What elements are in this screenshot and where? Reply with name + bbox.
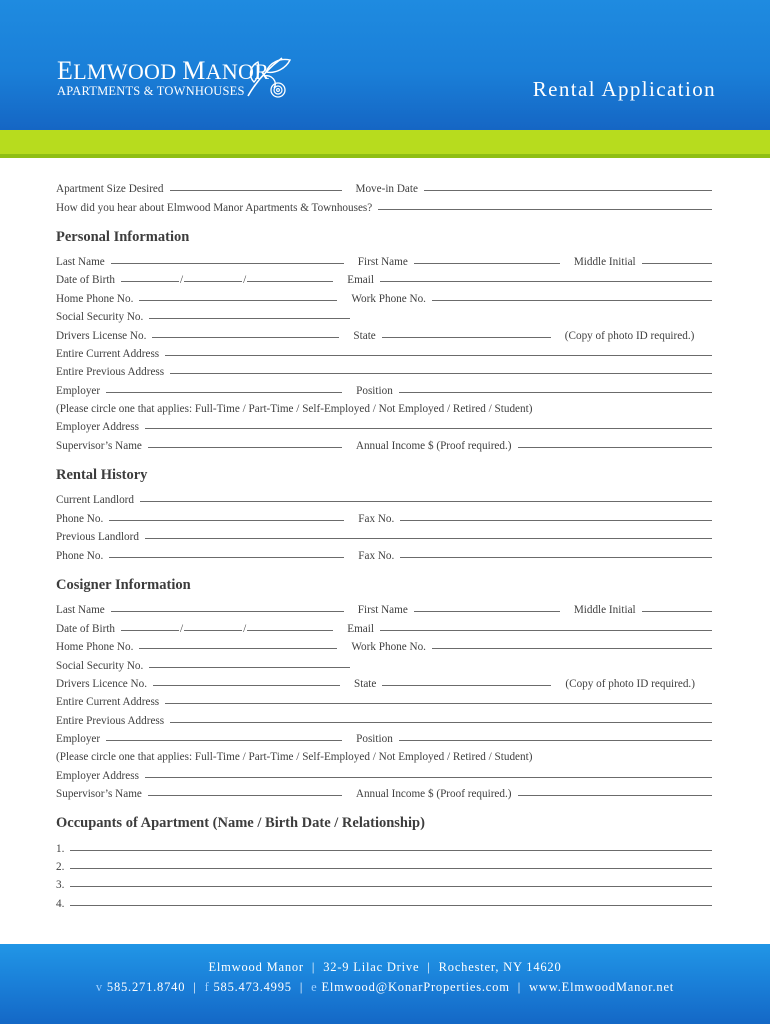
list-item [56, 873, 712, 891]
current-address-field[interactable] [165, 355, 712, 356]
first-name-field[interactable] [414, 263, 560, 264]
form-row [56, 617, 712, 635]
cosigner-ssn-label: Social Security No. [56, 660, 144, 672]
form-row [56, 177, 712, 195]
state-field[interactable] [382, 337, 551, 338]
cosigner-dob-label: Date of Birth [56, 623, 116, 635]
list-item [56, 837, 712, 855]
landlord-fax-field[interactable] [400, 520, 712, 521]
form-row [56, 745, 712, 763]
form-row [56, 342, 712, 360]
annual-income-field[interactable] [518, 447, 712, 448]
form-row [56, 544, 712, 562]
dob-separator: / [180, 274, 184, 286]
work-phone-field[interactable] [432, 300, 712, 301]
previous-landlord-label: Previous Landlord [56, 531, 139, 543]
form-row [56, 250, 712, 268]
form-row [56, 782, 712, 800]
apartment-size-field[interactable] [170, 190, 342, 191]
cosigner-dob-month-field[interactable] [121, 630, 179, 631]
footer-email-link[interactable]: Elmwood@KonarProperties.com [321, 980, 510, 994]
apartment-size-label: Apartment Size Desired [56, 183, 164, 195]
cosigner-annual-income-label: Annual Income $ (Proof required.) [355, 788, 512, 800]
cosigner-position-field[interactable] [399, 740, 712, 741]
cosigner-license-field[interactable] [153, 685, 340, 686]
employer-address-field[interactable] [145, 428, 712, 429]
cosigner-employer-address-label: Employer Address [56, 770, 139, 782]
occupant-number: 1. [56, 843, 65, 855]
dob-year-field[interactable] [247, 281, 333, 282]
footer-divider: | [517, 980, 522, 994]
list-item [56, 892, 712, 910]
page-title: Rental Application [532, 77, 716, 101]
form-row [56, 268, 712, 286]
cosigner-first-name-field[interactable] [414, 611, 560, 612]
dob-separator: / [180, 623, 184, 635]
occupant-number: 3. [56, 879, 65, 891]
occupant-number: 4. [56, 898, 65, 910]
fax-prefix: f [204, 980, 210, 994]
movein-date-label: Move-in Date [355, 183, 418, 195]
footer-city: Rochester, NY 14620 [438, 960, 562, 974]
last-name-field[interactable] [111, 263, 344, 264]
license-field[interactable] [152, 337, 339, 338]
work-phone-label: Work Phone No. [351, 293, 426, 305]
footer-divider: | [311, 960, 316, 974]
occupant-number: 2. [56, 861, 65, 873]
ssn-field[interactable] [149, 318, 350, 319]
form-row [56, 525, 712, 543]
cosigner-employer-address-field[interactable] [145, 777, 712, 778]
cosigner-supervisor-label: Supervisor’s Name [56, 788, 142, 800]
movein-date-field[interactable] [424, 190, 712, 191]
list-item [56, 855, 712, 873]
footer-street: 32-9 Lilac Drive [323, 960, 420, 974]
occupant-field[interactable] [70, 868, 712, 869]
footer-fax: 585.473.4995 [213, 980, 292, 994]
employer-address-label: Employer Address [56, 421, 139, 433]
state-label: State [353, 330, 376, 342]
cosigner-annual-income-field[interactable] [518, 795, 712, 796]
home-phone-label: Home Phone No. [56, 293, 134, 305]
header-accent-stripe [0, 130, 770, 154]
cosigner-license-label: Drivers Licence No. [56, 678, 148, 690]
prev-landlord-fax-field[interactable] [400, 557, 712, 558]
occupant-field[interactable] [70, 905, 712, 906]
cosigner-employer-label: Employer [56, 733, 101, 745]
cosigner-middle-initial-label: Middle Initial [573, 604, 636, 616]
supervisor-label: Supervisor’s Name [56, 440, 142, 452]
phone-prefix: v [95, 980, 103, 994]
current-landlord-field[interactable] [140, 501, 712, 502]
form-row [56, 507, 712, 525]
cosigner-previous-address-field[interactable] [170, 722, 712, 723]
last-name-label: Last Name [56, 256, 105, 268]
cosigner-current-address-field[interactable] [165, 703, 712, 704]
form-row [56, 415, 712, 433]
cosigner-employment-status-note: (Please circle one that applies: Full-Time / Part-Time / Self-Employed / Not Employed / Retired / Student) [56, 751, 533, 763]
form-row [56, 434, 712, 452]
prev-landlord-phone-field[interactable] [109, 557, 344, 558]
form-row [56, 196, 712, 214]
prev-landlord-fax-label: Fax No. [358, 550, 395, 562]
footer-address [0, 960, 770, 975]
section-heading-occupants: Occupants of Apartment (Name / Birth Date / Relationship) [56, 815, 425, 831]
section-heading-cosigner: Cosigner Information [56, 577, 191, 593]
cosigner-dob-day-field[interactable] [184, 630, 242, 631]
footer-company-name: Elmwood Manor [208, 960, 304, 974]
current-landlord-label: Current Landlord [56, 494, 134, 506]
home-phone-field[interactable] [139, 300, 337, 301]
referral-source-field[interactable] [378, 209, 712, 210]
email-label: Email [347, 274, 374, 286]
cosigner-first-name-label: First Name [357, 604, 408, 616]
middle-initial-label: Middle Initial [573, 256, 636, 268]
footer-contacts [0, 980, 770, 995]
current-address-label: Entire Current Address [56, 348, 160, 360]
first-name-label: First Name [357, 256, 408, 268]
cosigner-photo-id-note: (Copy of photo ID required.) [565, 678, 695, 690]
section-heading-rental: Rental History [56, 467, 148, 483]
cosigner-work-phone-label: Work Phone No. [351, 641, 426, 653]
cosigner-home-phone-label: Home Phone No. [56, 641, 134, 653]
supervisor-field[interactable] [148, 447, 342, 448]
position-field[interactable] [399, 392, 712, 393]
cosigner-last-name-field[interactable] [111, 611, 344, 612]
email-prefix: e [311, 980, 318, 994]
previous-address-field[interactable] [170, 373, 712, 374]
prev-landlord-phone-label: Phone No. [56, 550, 104, 562]
landlord-phone-field[interactable] [109, 520, 344, 521]
form-row [56, 379, 712, 397]
cosigner-last-name-label: Last Name [56, 604, 105, 616]
footer-website-link[interactable]: www.ElmwoodManor.net [529, 980, 675, 994]
form-row [56, 360, 712, 378]
form-row [56, 488, 712, 506]
photo-id-note: (Copy of photo ID required.) [564, 330, 695, 342]
footer-divider: | [299, 980, 304, 994]
cosigner-home-phone-field[interactable] [139, 648, 337, 649]
header-accent-stripe-dark [0, 154, 770, 158]
section-heading-personal: Personal Information [56, 229, 190, 245]
form-row [56, 764, 712, 782]
cosigner-state-label: State [354, 678, 377, 690]
employer-field[interactable] [106, 392, 342, 393]
occupant-field[interactable] [70, 850, 712, 851]
form-row [56, 598, 712, 616]
form-row [56, 324, 712, 342]
dob-separator: / [243, 274, 247, 286]
cosigner-email-field[interactable] [380, 630, 712, 631]
footer-divider: | [427, 960, 431, 974]
dob-day-field[interactable] [184, 281, 242, 282]
form-row [56, 287, 712, 305]
footer-divider: | [193, 980, 197, 994]
cosigner-current-address-label: Entire Current Address [56, 696, 160, 708]
form-row [56, 305, 350, 323]
dob-month-field[interactable] [121, 281, 179, 282]
cosigner-email-label: Email [347, 623, 374, 635]
form-row [56, 727, 712, 745]
cosigner-previous-address-label: Entire Previous Address [56, 715, 165, 727]
email-field[interactable] [380, 281, 712, 282]
cosigner-ssn-field[interactable] [149, 667, 350, 668]
logo-wordmark: ELMWOOD MANOR [57, 56, 270, 85]
form-row [56, 690, 712, 708]
occupant-field[interactable] [70, 886, 712, 887]
referral-source-label: How did you hear about Elmwood Manor Apartments & Townhouses? [56, 202, 373, 214]
dob-label: Date of Birth [56, 274, 116, 286]
form-row [56, 709, 712, 727]
dob-separator: / [243, 623, 247, 635]
middle-initial-field[interactable] [642, 263, 712, 264]
ssn-label: Social Security No. [56, 311, 144, 323]
previous-address-label: Entire Previous Address [56, 366, 165, 378]
leaf-swirl-logo-icon [242, 52, 294, 104]
annual-income-label: Annual Income $ (Proof required.) [355, 440, 512, 452]
form-row [56, 635, 712, 653]
footer-phone: 585.271.8740 [106, 980, 186, 994]
employment-status-note: (Please circle one that applies: Full-Time / Part-Time / Self-Employed / Not Employed / Retired / Student) [56, 403, 533, 415]
cosigner-dob-year-field[interactable] [247, 630, 333, 631]
cosigner-state-field[interactable] [382, 685, 551, 686]
landlord-phone-label: Phone No. [56, 513, 104, 525]
position-label: Position [356, 385, 393, 397]
form-row [56, 397, 712, 415]
form-row [56, 654, 350, 672]
cosigner-supervisor-field[interactable] [148, 795, 342, 796]
cosigner-work-phone-field[interactable] [432, 648, 712, 649]
employer-label: Employer [56, 385, 101, 397]
license-label: Drivers License No. [56, 330, 147, 342]
cosigner-middle-initial-field[interactable] [642, 611, 712, 612]
cosigner-employer-field[interactable] [106, 740, 342, 741]
landlord-fax-label: Fax No. [358, 513, 395, 525]
form-row [56, 672, 712, 690]
previous-landlord-field[interactable] [145, 538, 712, 539]
cosigner-position-label: Position [356, 733, 393, 745]
logo-subtitle: APARTMENTS & TOWNHOUSES [57, 84, 245, 98]
